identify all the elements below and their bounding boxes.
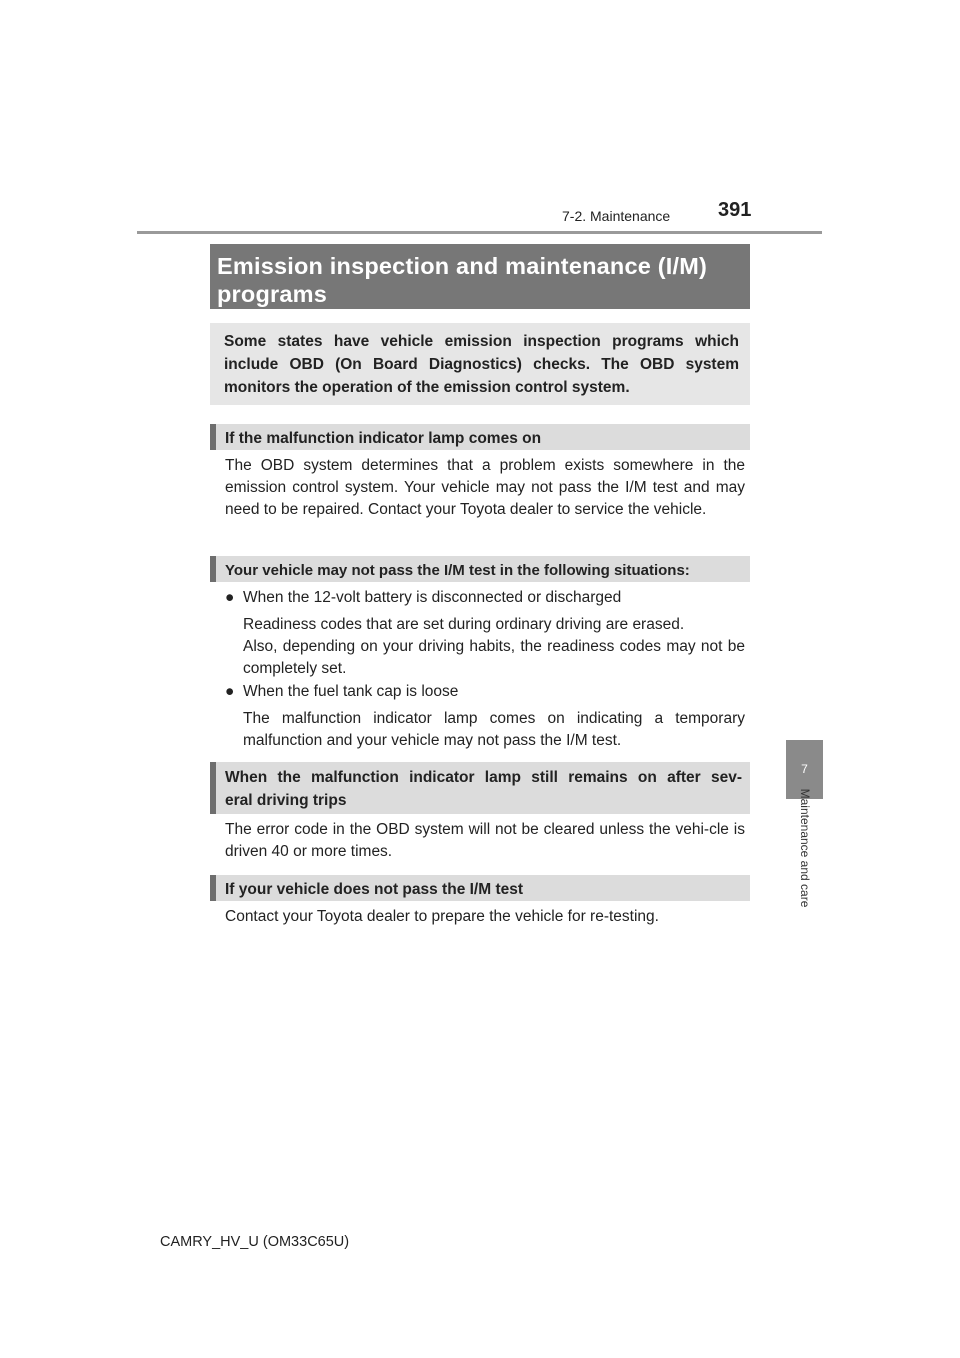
section-body-mil-remains: The error code in the OBD system will not be cleared unless the vehi-cle is driven 40 or more times.	[225, 821, 745, 861]
section-body-fail-test: Contact your Toyota dealer to prepare the vehicle for re-testing.	[225, 908, 659, 925]
section-heading-fail-test: If your vehicle does not pass the I/M test	[210, 875, 750, 901]
page-number: 391	[718, 199, 752, 221]
page-title-line-1: Emission inspection and maintenance (I/M)	[217, 253, 708, 279]
section-heading-mil-remains-line-1: When the malfunction indicator lamp still remains on after sev-	[225, 769, 742, 786]
header-divider	[137, 231, 822, 234]
chapter-tab: 7	[786, 740, 823, 799]
chapter-tab-label: Maintenance and care	[798, 788, 812, 908]
list-item-fuel-cap-text: When the fuel tank cap is loose	[243, 683, 459, 700]
section-heading-mil-on: If the malfunction indicator lamp comes on	[210, 424, 750, 450]
page-title	[210, 244, 750, 309]
section-heading-mil-remains	[210, 762, 750, 814]
list-item-battery-detail-2: Also, depending on your driving habits, the readiness codes may not be completely set.	[243, 638, 745, 678]
footer-model-code: CAMRY_HV_U (OM33C65U)	[160, 1234, 350, 1250]
bullet-icon: ●	[225, 589, 235, 606]
section-heading-mil-remains-line-2: eral driving trips	[225, 792, 347, 809]
bullet-icon: ●	[225, 683, 235, 700]
list-item-fuel-cap-detail: The malfunction indicator lamp comes on indicating a temporary malfunction and your vehicle may not pass the I/M test.	[243, 710, 745, 750]
section-heading-situations: Your vehicle may not pass the I/M test in the following situations:	[210, 556, 750, 582]
list-item-battery-detail-1: Readiness codes that are set during ordinary driving are erased.	[243, 616, 685, 633]
page-title-line-2: programs	[217, 281, 327, 307]
list-item-battery-text: When the 12-volt battery is disconnected or discharged	[243, 589, 622, 606]
intro-summary: Some states have vehicle emission inspection programs which include OBD (On Board Diagnostics) checks. The OBD system monitors the operation of the emission control system.	[210, 323, 750, 405]
section-body-mil-on: The OBD system determines that a problem exists somewhere in the emission control system. Your vehicle may not pass the I/M test and may need to be repaired. Contact your Toyota dealer to service the vehicle.	[225, 457, 745, 519]
header-section-label: 7-2. Maintenance	[562, 208, 671, 224]
